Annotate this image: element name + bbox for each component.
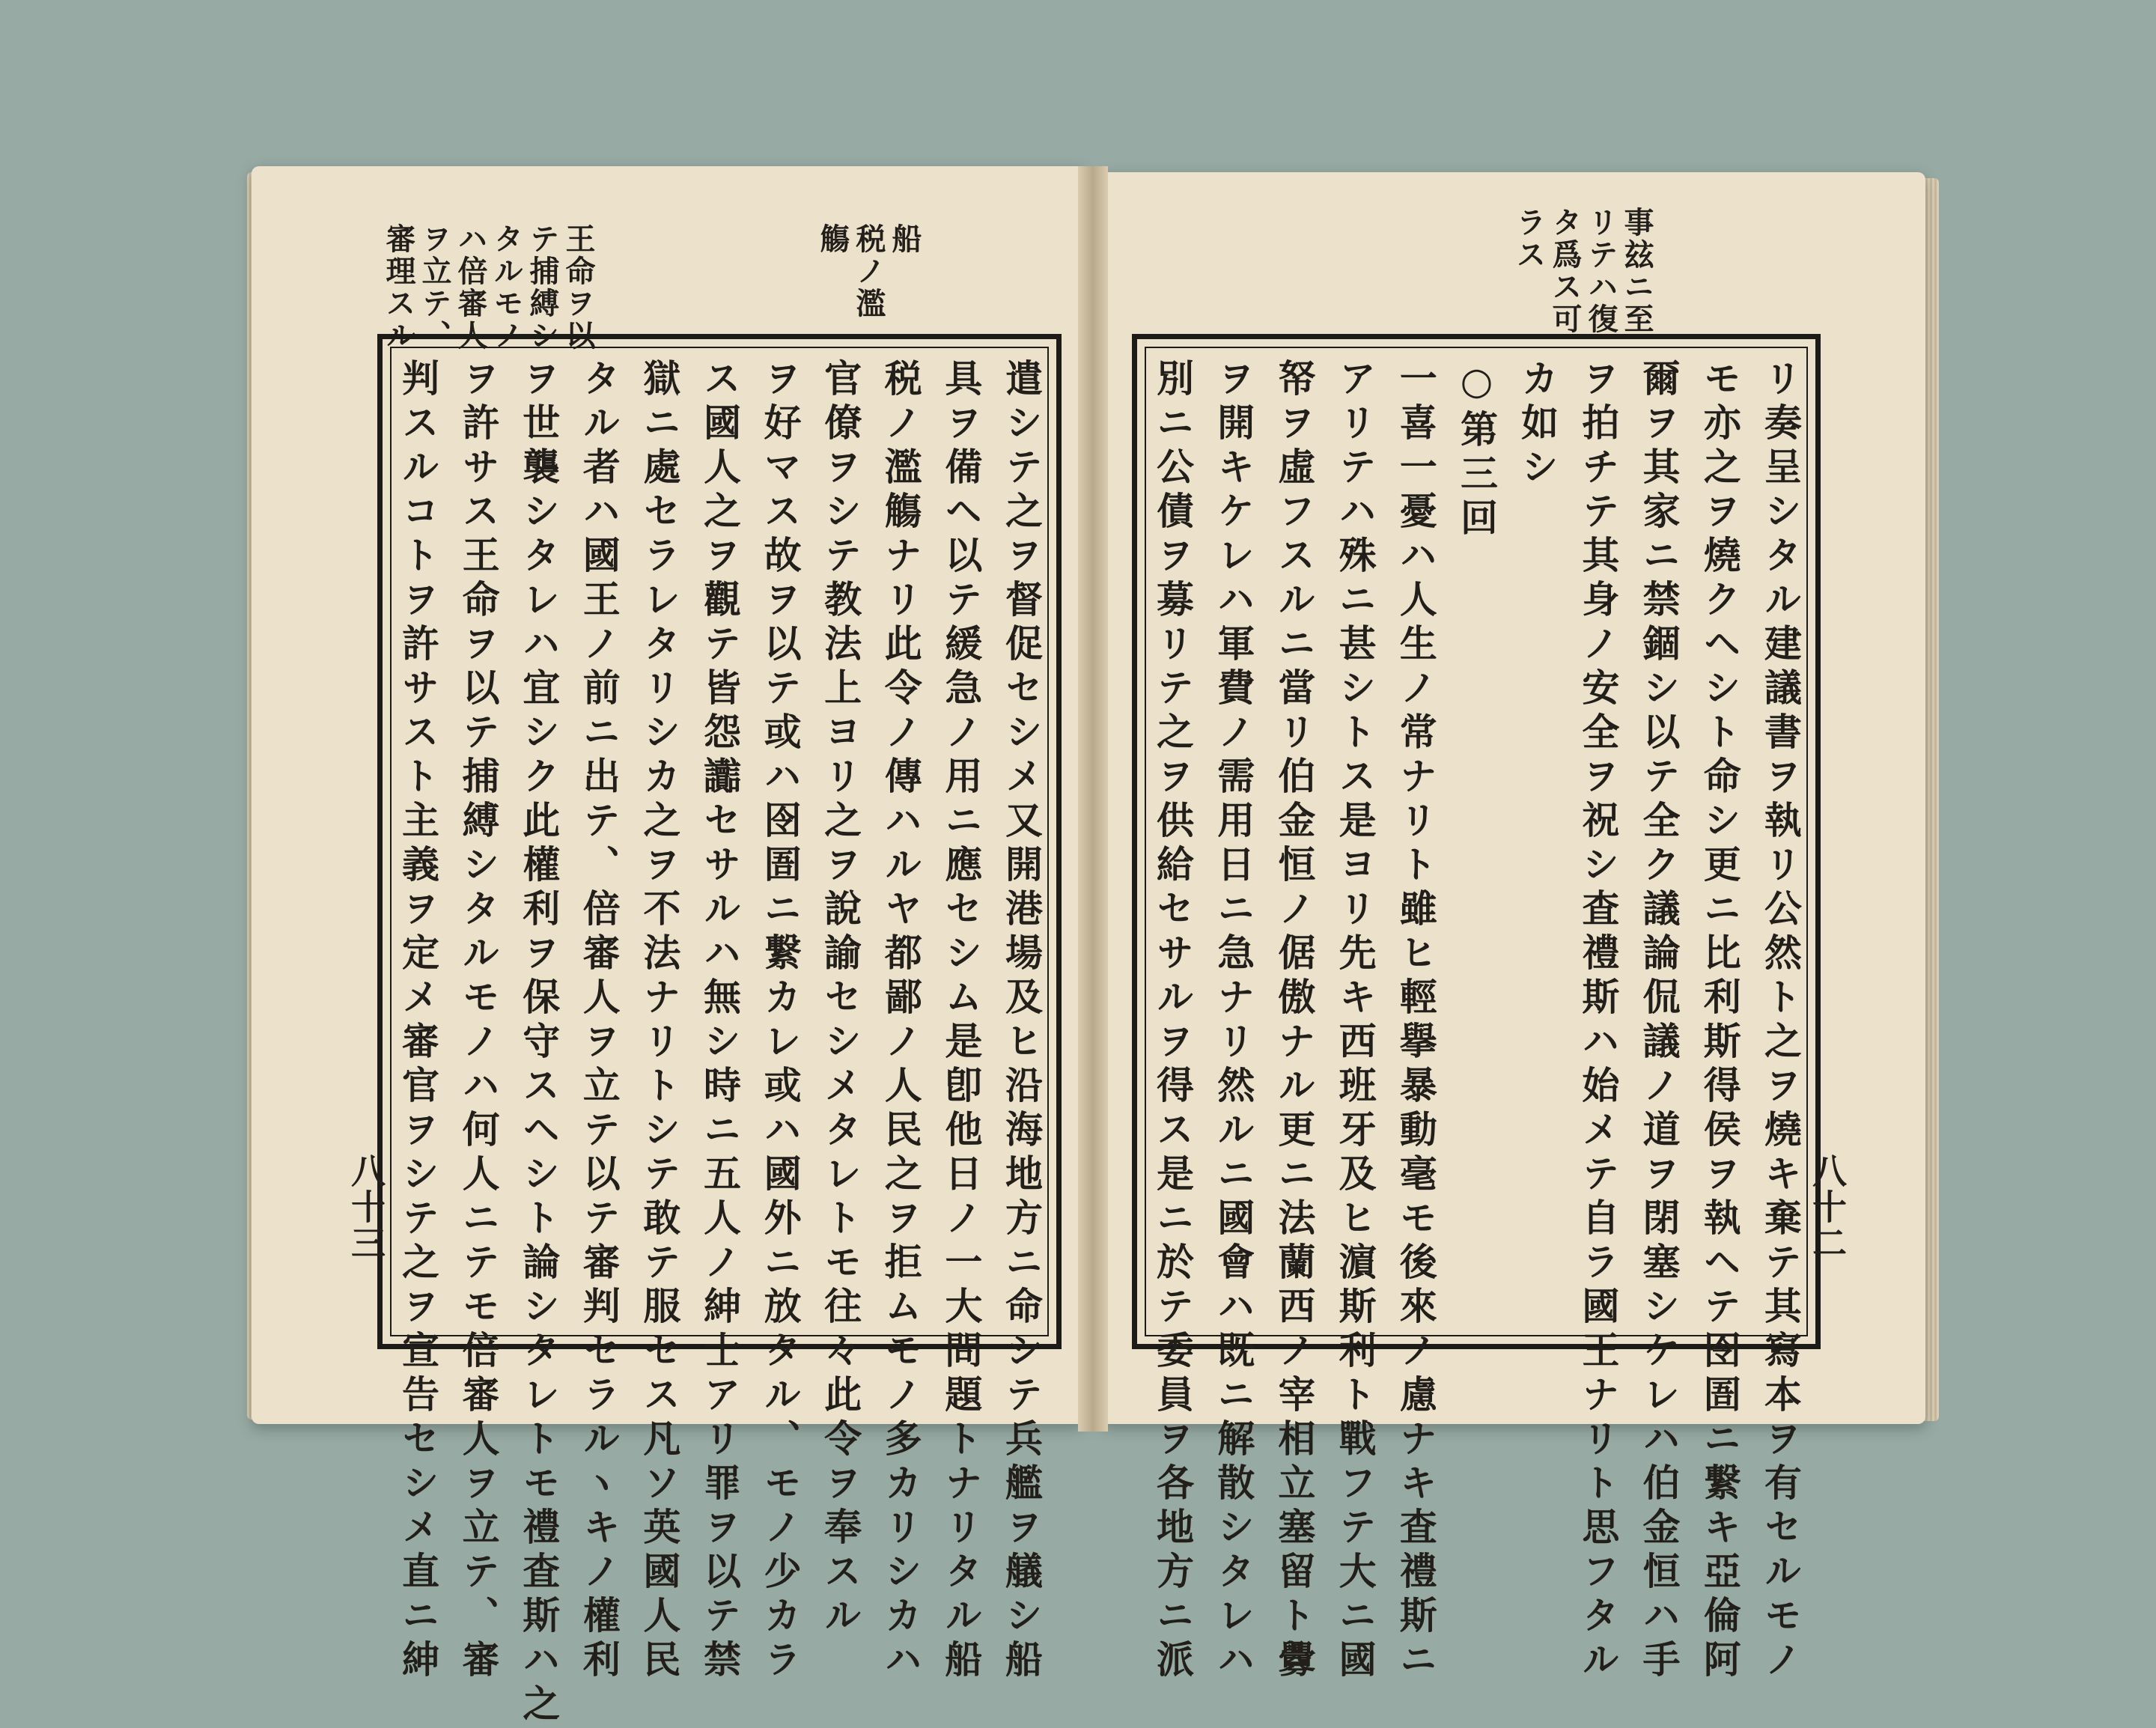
- text-column: 別ニ公債ヲ募リテ之ヲ供給セサルヲ得ス是ニ於テ委員ヲ各地方ニ派: [1151, 359, 1195, 1684]
- text-column: ス國人之ヲ觀テ皆怨讟セサルハ無シ時ニ五人ノ紳士アリ罪ヲ以テ禁: [697, 359, 742, 1684]
- margin-title: 觴: [815, 223, 850, 255]
- text-column: 爾ヲ其家ニ禁錮シ以テ全ク議論侃議ノ道ヲ閉塞シケレハ伯金恒ハ手: [1636, 359, 1681, 1684]
- section-heading: ○第三回: [1454, 359, 1499, 542]
- margin-note: 審理スル: [381, 223, 416, 352]
- text-column: タル者ハ國王ノ前ニ出テ、倍審人ヲ立テ以テ審判セラルヽキノ權利: [576, 359, 621, 1684]
- right-text-frame: [1132, 334, 1821, 1684]
- text-column: 判スルコトヲ許サスト主義ヲ定メ審官ヲシテ之ヲ宣告セシメ直ニ紳: [396, 359, 440, 1684]
- left-text-frame: [377, 334, 1062, 1728]
- left-margin-title: [815, 223, 922, 320]
- margin-note: ヲ立テ、: [417, 223, 452, 352]
- margin-title: 船: [887, 223, 922, 255]
- margin-note: 王命ヲ以: [561, 223, 596, 352]
- text-column: ヲ開キケレハ軍費ノ需用日ニ急ナリ然ルニ國會ハ既ニ解散シタレハ: [1211, 359, 1256, 1684]
- text-column: 帑ヲ虛フスルニ當リ伯金恒ノ倨傲ナル更ニ法蘭西ノ宰相立塞留ト釁: [1272, 359, 1317, 1684]
- margin-note: タ爲ス可: [1547, 207, 1583, 335]
- right-page-number: 八十二: [1807, 1153, 1848, 1261]
- text-column: 遣シテ之ヲ督促セシメ又開港場及ヒ沿海地方ニ命シテ兵艦ヲ艤シ船: [999, 359, 1044, 1684]
- text-column: 具ヲ備ヘ以テ緩急ノ用ニ應セシム是卽他日ノ一大問題トナリタル船: [939, 359, 984, 1684]
- book-gutter: [1078, 166, 1108, 1432]
- margin-title: 税ノ濫: [851, 223, 886, 320]
- text-column: カ如シ: [1515, 359, 1560, 491]
- text-column: モ亦之ヲ燒クヘシト命シ更ニ比利斯得侯ヲ執ヘテ囹圄ニ繋キ亞倫阿: [1697, 359, 1742, 1684]
- text-column: リ奏呈シタル建議書ヲ執リ公然ト之ヲ燒キ棄テ其寫本ヲ有セルモノ: [1758, 359, 1803, 1684]
- text-column: 官僚ヲシテ教法上ヨリ之ヲ說諭セシメタレトモ往々此令ヲ奉スル: [818, 359, 863, 1640]
- left-page-number: 八十三: [346, 1153, 386, 1261]
- margin-note: タルモノ: [489, 223, 524, 352]
- left-margin-notes: [381, 223, 596, 352]
- right-margin-notes: [1511, 207, 1654, 335]
- margin-note: リテハ復: [1583, 207, 1618, 335]
- margin-note: ラス: [1511, 207, 1547, 271]
- text-column: ヲ許サス王命ヲ以テ捕縛シタルモノハ何人ニテモ倍審人ヲ立テ、審: [456, 359, 501, 1684]
- text-column: 一喜一憂ハ人生ノ常ナリト雖ヒ輕擧暴動毫モ後來ノ慮ナキ査禮斯ニ: [1393, 359, 1438, 1684]
- text-column: ヲ拍チテ其身ノ安全ヲ祝シ査禮斯ハ始メテ自ラ國王ナリト思フタル: [1576, 359, 1621, 1684]
- text-column: ヲ世襲シタレハ宜シク此權利ヲ保守スヘシト論シタレトモ禮査斯ハ之: [517, 359, 561, 1728]
- text-column: ヲ好マス故ヲ以テ或ハ囹圄ニ繋カレ或ハ國外ニ放タル、モノ少カラ: [758, 359, 803, 1684]
- text-column: 獄ニ處セラレタリシカ之ヲ不法ナリトシテ敢テ服セス凡ソ英國人民: [637, 359, 682, 1684]
- left-text-columns: [396, 359, 1044, 1728]
- text-column: アリテハ殊ニ甚シトス是ヨリ先キ西班牙及ヒ濵斯利ト戰フテ大ニ國: [1333, 359, 1377, 1684]
- margin-note: ハ倍審人: [453, 223, 488, 352]
- right-text-columns: [1151, 359, 1803, 1684]
- margin-note: 事玆ニ至: [1619, 207, 1654, 335]
- margin-note: テ捕縛シ: [525, 223, 560, 352]
- text-column: 税ノ濫觴ナリ此令ノ傳ハルヤ都鄙ノ人民之ヲ拒ムモノ多カリシカハ: [878, 359, 923, 1684]
